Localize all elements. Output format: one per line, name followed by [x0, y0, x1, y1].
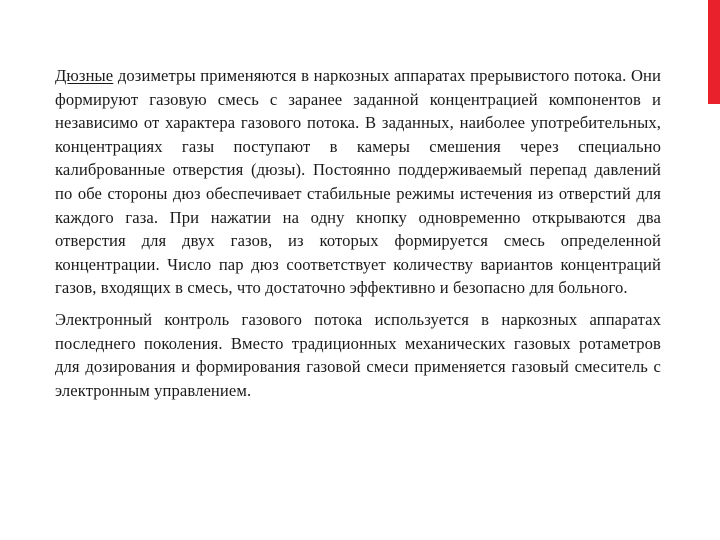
accent-bar: [708, 0, 720, 104]
underlined-term: Дюзные: [55, 66, 114, 85]
slide-body: [55, 64, 661, 402]
paragraph-text: дозиметры применяются в наркозных аппаратах прерывистого потока. Они формируют газовую смесь с заранее заданной концентрацией компонентов и независимо от характера газового потока. В заданных, наиболее употребительных, концентрациях газы поступают в камеры смешения через специально калиброванные отверстия (дюзы). Постоянно поддерживаемый перепад давлений по обе стороны дюз обеспечивает стабильные режимы истечения из отверстий для каждого газа. При нажатии на одну кнопку одновременно открываются два отверстия для двух газов, из которых формируется смесь определенной концентрации. Число пар дюз соответствует количеству вариантов концентраций газов, входящих в смесь, что достаточно эффективно и безопасно для больного.: [55, 66, 661, 298]
paragraph-electronic-control: Электронный контроль газового потока используется в наркозных аппаратах последнего поколения. Вместо традиционных механических газовых ротаметров для дозирования и формирования газовой смеси применяется газовый смеситель с электронным управлением.: [55, 309, 661, 400]
paragraph-nozzle-dosimeters: [55, 64, 661, 300]
